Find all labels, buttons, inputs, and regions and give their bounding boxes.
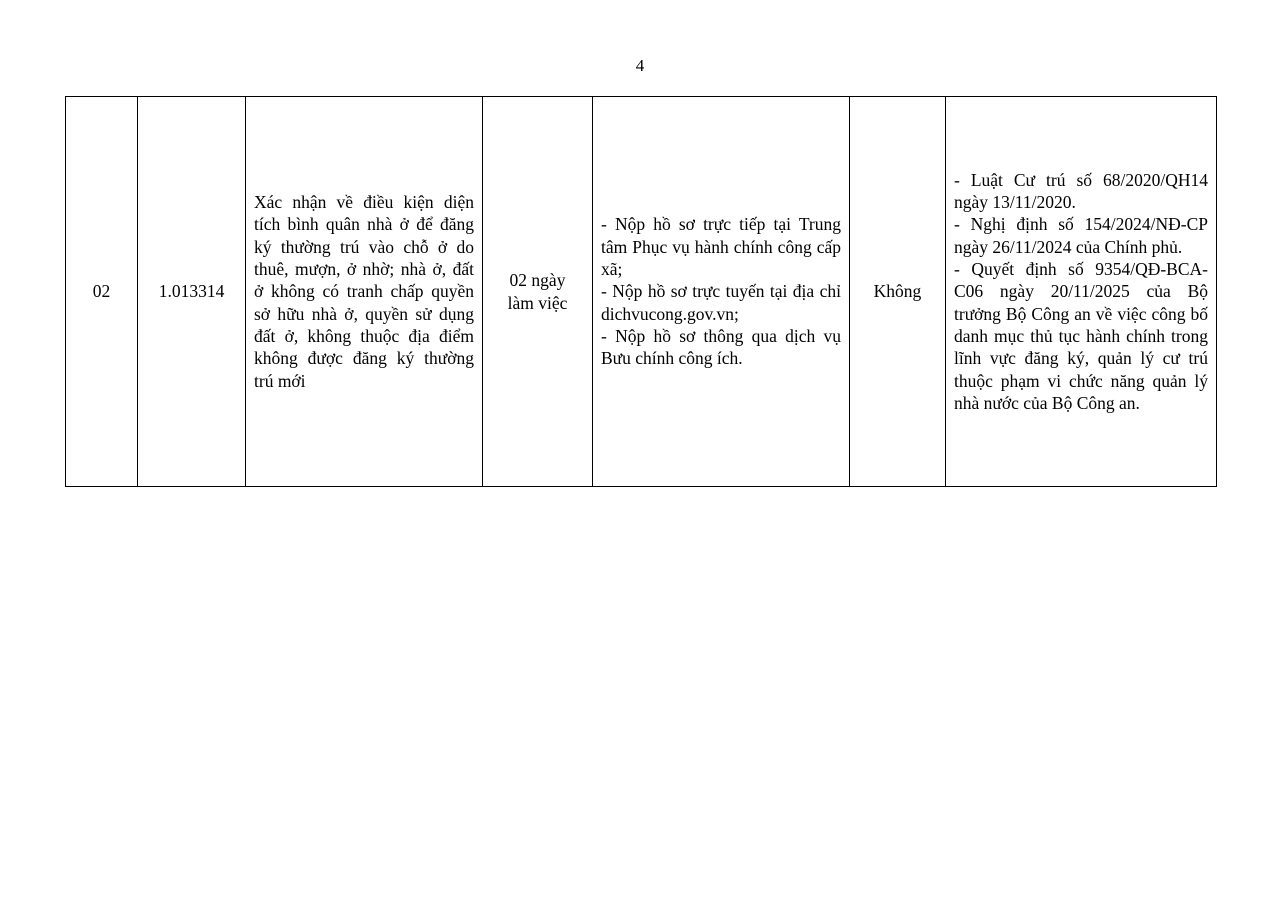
legal-basis-item: - Quyết định số 9354/QĐ-BCA-C06 ngày 20/11/2025 của Bộ trưởng Bộ Công an về việc công bố danh mục thủ tục hành chính trong lĩnh vực đăng ký, quản lý cư trú thuộc phạm vi chức năng quản lý nhà nước của Bộ Công an. [954,259,1208,413]
page-number: 4 [635,56,645,75]
table-row [66,97,1217,487]
procedure-table [65,96,1217,487]
legal-basis-item: - Luật Cư trú số 68/2020/QH14 ngày 13/11/2020. [954,169,1208,213]
cell-procedure-code: 1.013314 [138,97,246,487]
cell-legal-basis [946,97,1217,487]
cell-time-limit [483,97,593,487]
time-limit-line-1: 02 ngày [509,270,566,291]
legal-basis-item: - Nghị định số 154/2024/NĐ-CP ngày 26/11/2024 của Chính phủ. [954,214,1208,257]
time-limit-line-2: làm việc [507,292,568,313]
cell-procedure-name: Xác nhận về điều kiện diện tích bình quân nhà ở để đăng ký thường trú vào chỗ ở do thuê, mượn, ở nhờ; nhà ở, đất ở không có tranh chấp quyền sở hữu nhà ở, quyền sử dụng đất ở, không thuộc địa điểm không được đăng ký thường trú mới [246,97,483,487]
submission-method-item: - Nộp hồ sơ trực tuyến tại địa chỉ dichvucong.gov.vn; [601,281,841,324]
submission-method-item: - Nộp hồ sơ trực tiếp tại Trung tâm Phục vụ hành chính công cấp xã; [601,214,841,280]
submission-method-item: - Nộp hồ sơ thông qua dịch vụ Bưu chính công ích. [601,325,841,369]
cell-fee: Không [850,97,946,487]
cell-submission-methods [593,97,850,487]
cell-stt: 02 [66,97,138,487]
